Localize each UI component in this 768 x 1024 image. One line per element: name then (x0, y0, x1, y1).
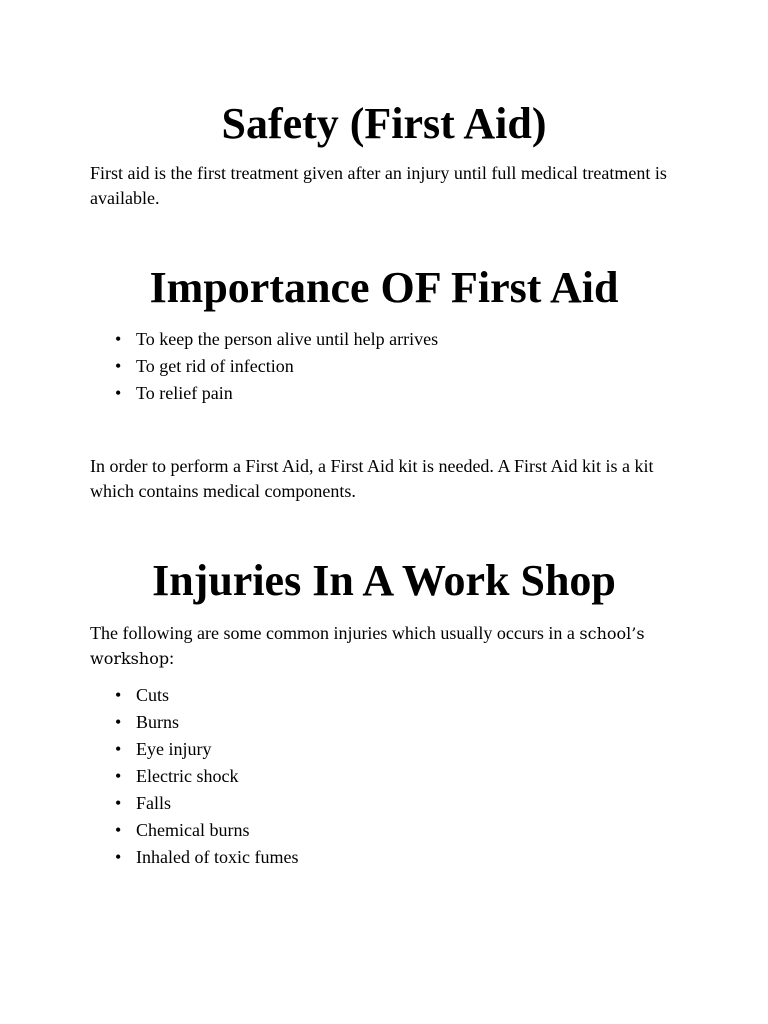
list-item-text: Eye injury (136, 739, 212, 759)
list-item (90, 844, 680, 871)
injuries-intro-highlight: school’s workshop (90, 624, 645, 668)
injuries-intro-prefix: The following are some common injuries which usually occurs in a (90, 623, 580, 643)
list-item (90, 353, 680, 380)
bullet-icon: • (115, 820, 122, 840)
list-item (90, 763, 680, 790)
list-item (90, 817, 680, 844)
list-item-text: To relief pain (136, 383, 233, 403)
list-item-text: To get rid of infection (136, 356, 294, 376)
injuries-list (90, 682, 680, 871)
list-item (90, 682, 680, 709)
list-item-text: Electric shock (136, 766, 239, 786)
list-item (90, 736, 680, 763)
bullet-icon: • (115, 356, 122, 376)
list-item (90, 790, 680, 817)
bullet-icon: • (115, 685, 122, 705)
bullet-icon: • (115, 766, 122, 786)
section-title-importance: Importance OF First Aid (149, 263, 619, 312)
bullet-icon: • (115, 712, 122, 732)
list-item-text: To keep the person alive until help arrives (136, 329, 439, 349)
list-item (90, 326, 680, 353)
bullet-icon: • (115, 329, 122, 349)
bullet-icon: • (115, 847, 122, 867)
list-item-text: Falls (136, 793, 172, 813)
injuries-intro-paragraph (90, 621, 680, 671)
list-item-text: Inhaled of toxic fumes (136, 847, 299, 867)
list-item (90, 709, 680, 736)
bullet-icon: • (115, 383, 122, 403)
section-title-safety: Safety (First Aid) (221, 99, 547, 148)
list-item-text: Chemical burns (136, 820, 250, 840)
list-item-text: Burns (136, 712, 180, 732)
bullet-icon: • (115, 793, 122, 813)
list-item (90, 380, 680, 407)
list-item-text: Cuts (136, 685, 170, 705)
safety-paragraph: First aid is the first treatment given after an injury until full medical treatment is available. (90, 163, 667, 208)
bullet-icon: • (115, 739, 122, 759)
first-aid-kit-paragraph: In order to perform a First Aid, a First Aid kit is needed. A First Aid kit is a kit which contains medical components. (90, 456, 654, 501)
injuries-intro-suffix: : (169, 648, 175, 668)
section-title-injuries: Injuries In A Work Shop (152, 556, 616, 605)
importance-list (90, 326, 680, 407)
